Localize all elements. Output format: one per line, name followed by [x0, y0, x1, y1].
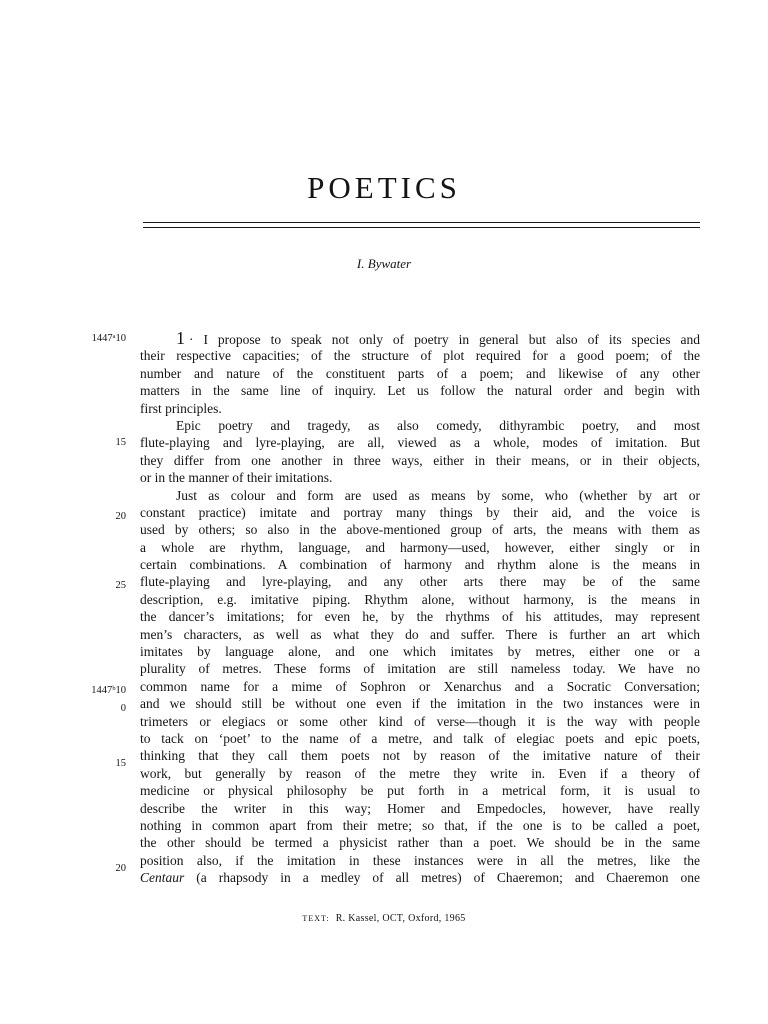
text-line: constant practice) imitate and portray many things by their aid, and the voice is: [140, 504, 700, 520]
text-source-note: [0, 913, 768, 924]
title-rule-bottom: [143, 227, 700, 228]
margin-number: 15: [115, 758, 126, 769]
text-line: flute-playing and lyre-playing, are all, viewed as a whole, modes of imitation. But: [140, 435, 700, 451]
text-line: the dancer’s imitations; for even he, by the rhythms of his attitudes, may represent: [140, 609, 700, 625]
footer-text: R. Kassel, OCT, Oxford, 1965: [335, 913, 466, 924]
text-line: thinking that they call them poets not by reason of the imitative nature of their: [140, 748, 700, 764]
text-line: imitates by language alone, and one which imitates by metres, either one or a: [140, 644, 700, 660]
text-line: Epic poetry and tragedy, as also comedy, dithyrambic poetry, and most: [176, 417, 700, 433]
margin-number: 0: [120, 703, 126, 714]
margin-number: 1447ᵇ10: [91, 685, 126, 696]
text-line: flute-playing and lyre-playing, and any other arts there may be of the same: [140, 574, 700, 590]
text-line: or in the manner of their imitations.: [140, 470, 333, 486]
text-line: trimeters or elegiacs or some other kind of verse—though it is the way with people: [140, 713, 700, 729]
text-line: number and nature of the constituent parts of a poem; and likewise of any other: [140, 365, 700, 381]
text-line: common name for a mime of Sophron or Xenarchus and a Socratic Conversation;: [140, 678, 700, 694]
text-line: first principles.: [140, 400, 222, 416]
text-line: used by others; so also in the above-mentioned group of arts, the means with them as: [140, 522, 700, 538]
margin-number: 1447ᵃ10: [91, 333, 126, 344]
text-line: a whole are rhythm, language, and harmony—used, however, either singly or in: [140, 539, 700, 555]
text-line: describe the writer in this way; Homer and Empedocles, however, have really: [140, 800, 700, 816]
title-rule-top: [143, 222, 700, 223]
text-line: Just as colour and form are used as means by some, who (whether by art or: [176, 487, 700, 503]
text-line: the other should be termed a physicist rather than a poet. We should be in the same: [140, 835, 700, 851]
text-line: Centaur (a rhapsody in a medley of all metres) of Chaeremon; and Chaeremon one: [140, 870, 701, 886]
text-line: description, e.g. imitative piping. Rhythm alone, without harmony, is the means in: [140, 591, 700, 607]
author-name: I. Bywater: [356, 256, 412, 271]
margin-number: 20: [115, 511, 126, 522]
footer-label: TEXT:: [302, 914, 330, 923]
text-line: certain combinations. A combination of harmony and rhythm alone is the means in: [140, 557, 700, 573]
page-title: POETICS: [307, 170, 461, 205]
italic-title: Centaur: [140, 870, 185, 886]
margin-number: 15: [115, 437, 126, 448]
text-line: plurality of metres. These forms of imitation are still nameless today. We have no: [140, 661, 700, 677]
text-line: they differ from one another in three ways, either in their means, or in their objects,: [140, 452, 700, 468]
text-line: men’s characters, as well as what they do and suffer. There is further an art which: [140, 626, 700, 642]
margin-number: 20: [115, 863, 126, 874]
text-line: work, but generally by reason of the metre they write in. Even if a theory of: [140, 765, 700, 781]
text-line: to tack on ‘poet’ to the name of a metre, and talk of elegiac poets and epic poets,: [140, 730, 700, 746]
text-line: their respective capacities; of the structure of plot required for a good poem; of the: [140, 348, 700, 364]
body-text: [140, 330, 700, 887]
text-line: medicine or physical philosophy be put forth in a metrical form, it is usual to: [140, 783, 700, 799]
chapter-number: 1: [176, 328, 185, 348]
text-line: nothing in common apart from their metre; so that, if the one is to be called a poet,: [140, 817, 700, 833]
text-line: and we should still be without one even if the imitation in the two instances were in: [140, 696, 700, 712]
text-line: matters in the same line of inquiry. Let us follow the natural order and begin with: [140, 383, 700, 399]
margin-number: 25: [115, 580, 126, 591]
text-line: position also, if the imitation in these instances were in all the metres, like the: [140, 852, 700, 868]
text-line: 1 · I propose to speak not only of poetry in general but also of its species and: [176, 328, 700, 348]
